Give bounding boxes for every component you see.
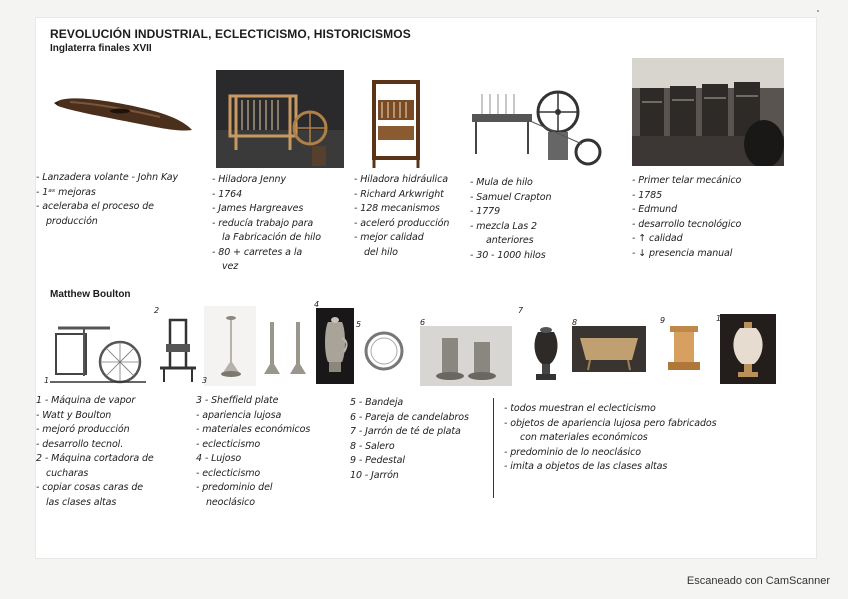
item-number: 8: [572, 318, 578, 327]
power-loom-photo: [632, 58, 784, 166]
notes-power-loom: - Primer telar mecánico - 1785 - Edmund - desarrollo tecnológico - ↑ calidad - ↓ presencia manual: [632, 175, 742, 259]
item-number: 6: [420, 318, 426, 327]
salt-cellar-photo: [572, 326, 646, 372]
document-page: [36, 18, 816, 558]
page-subtitle: Inglaterra finales XVII: [50, 43, 152, 54]
notes-water-frame: - Hiladora hidráulica - Richard Arkwright - 128 mecanismos - aceleró producción - mejor calidad del hilo: [354, 174, 450, 258]
bracket-mark: [493, 398, 500, 498]
spinning-mule-photo: [464, 74, 604, 170]
silver-tray-photo: [362, 328, 406, 374]
section-title-boulton: Matthew Boulton: [50, 289, 131, 300]
item-number: 9: [660, 316, 666, 325]
notes-flying-shuttle: - Lanzadera volante - John Kay - 1ᵃˢ mejoras - aceleraba el proceso de producción: [36, 172, 178, 227]
item-number: 7: [518, 306, 524, 315]
sheffield-candlesticks-photo: [204, 306, 256, 386]
item-number: 3: [202, 376, 208, 385]
item-number: 2: [154, 306, 160, 315]
item-number: 4: [314, 300, 320, 309]
water-frame-photo: [366, 74, 426, 170]
candelabra-pair-photo: [258, 314, 314, 380]
spinning-jenny-photo: [216, 70, 344, 168]
vase-photo: [720, 314, 776, 384]
notes-item-list: 5 - Bandeja 6 - Pareja de candelabros 7 - Jarrón de té de plata 8 - Salero 9 - Pedestal 10 - Jarrón: [350, 397, 469, 481]
page-title: REVOLUCIÓN INDUSTRIAL, ECLECTICISMO, HISTORICISMOS: [50, 27, 411, 41]
steam-engine-photo: [50, 320, 146, 386]
camscanner-watermark: Escaneado con CamScanner: [686, 575, 830, 587]
spoon-cutting-machine-photo: [156, 314, 200, 384]
silver-tea-vase-photo: [526, 314, 566, 386]
item-number: 1: [44, 376, 50, 385]
candlestick-pair-photo: [420, 326, 512, 386]
item-number: 10: [716, 314, 727, 323]
pedestal-photo: [664, 320, 704, 376]
scan-speck: [817, 10, 819, 12]
notes-sheffield-plate: 3 - Sheffield plate - apariencia lujosa - materiales económicos - eclecticismo 4 - Lujoso - eclecticismo - predominio del neoclásico: [196, 395, 311, 508]
flying-shuttle-photo: [50, 70, 200, 152]
item-number: 5: [356, 320, 362, 329]
notes-eclecticism-summary: - todos muestran el eclecticismo - objetos de apariencia lujosa pero fabricados con materiales económicos - predominio de lo neoclásico - imita a objetos de las clases altas: [504, 403, 717, 472]
silver-tea-urn-photo: [316, 308, 354, 384]
notes-boulton-machines: 1 - Máquina de vapor - Watt y Boulton - mejoró producción - desarrollo tecnol. 2 - Máquina cortadora de cucharas - copiar cosas caras de las clases altas: [36, 395, 154, 508]
notes-spinning-mule: - Mula de hilo - Samuel Crapton - 1779 - mezcla Las 2 anteriores - 30 - 1000 hilos: [470, 177, 552, 261]
notes-spinning-jenny: - Hiladora Jenny - 1764 - James Hargreaves - reducía trabajo para la Fabricación de hilo - 80 + carretes a la vez: [212, 174, 321, 272]
